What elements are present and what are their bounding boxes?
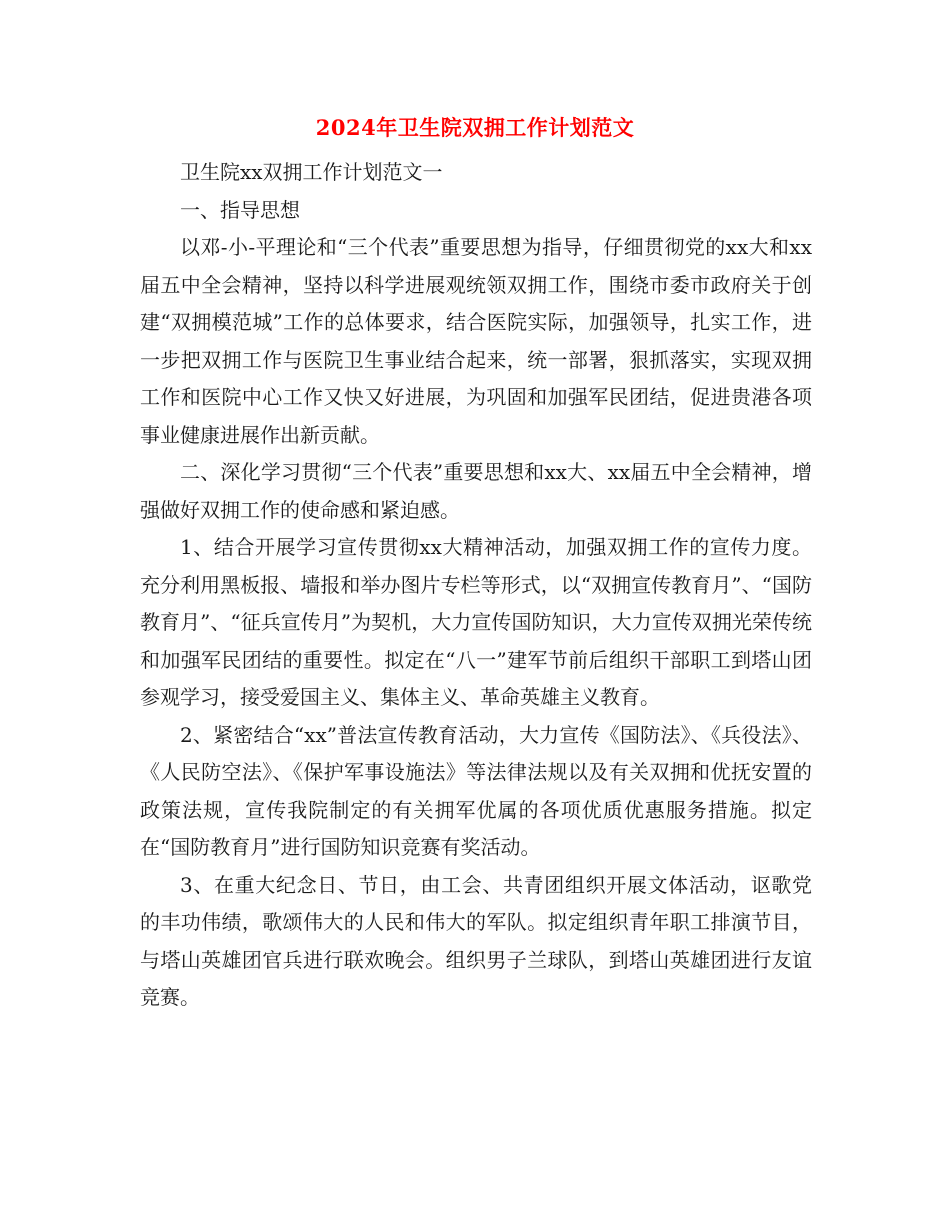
paragraph-item-3: 3、在重大纪念日、节日，由工会、共青团组织开展文体活动，讴歌党的丰功伟绩，歌颂伟大的人民和伟大的军队。拟定组织青年职工排演节目，与塔山英雄团官兵进行联欢晚会。组织男子兰球队，到塔山英雄团进行友谊竞赛。 [140, 872, 812, 1009]
section-heading-study: 二、深化学习贯彻“三个代表”重要思想和xx大、xx届五中全会精神，增强做好双拥工作的使命感和紧迫感。 [140, 460, 812, 522]
section-heading-guiding-thought: 一、指导思想 [180, 197, 300, 222]
document-body [140, 154, 812, 1017]
paragraph: 以邓-小-平理论和“三个代表”重要思想为指导，仔细贯彻党的xx大和xx届五中全会精神，坚持以科学进展观统领双拥工作，围绕市委市政府关于创建“双拥模范城”工作的总体要求，结合医院实际，加强领导，扎实工作，进一步把双拥工作与医院卫生事业结合起来，统一部署，狠抓落实，实现双拥工作和医院中心工作又快又好进展，为巩固和加强军民团结，促进贵港各项事业健康进展作出新贡献。 [140, 235, 812, 447]
document-title: 2024年卫生院双拥工作计划范文 [315, 115, 635, 140]
paragraph-item-2: 2、紧密结合“xx”普法宣传教育活动，大力宣传《国防法》、《兵役法》、《人民防空法》、《保护军事设施法》等法律法规以及有关双拥和优抚安置的政策法规，宣传我院制定的有关拥军优属的各项优质优惠服务措施。拟定在“国防教育月”进行国防知识竞赛有奖活动。 [140, 722, 812, 859]
paragraph-item-1: 1、结合开展学习宣传贯彻xx大精神活动，加强双拥工作的宣传力度。充分利用黑板报、墙报和举办图片专栏等形式，以“双拥宣传教育月”、“国防教育月”、“征兵宣传月”为契机，大力宣传国防知识，大力宣传双拥光荣传统和加强军民团结的重要性。拟定在“八一”建军节前后组织干部职工到塔山团参观学习，接受爱国主义、集体主义、革命英雄主义教育。 [140, 535, 812, 709]
paragraph-subtitle: 卫生院xx双拥工作计划范文一 [180, 160, 443, 184]
